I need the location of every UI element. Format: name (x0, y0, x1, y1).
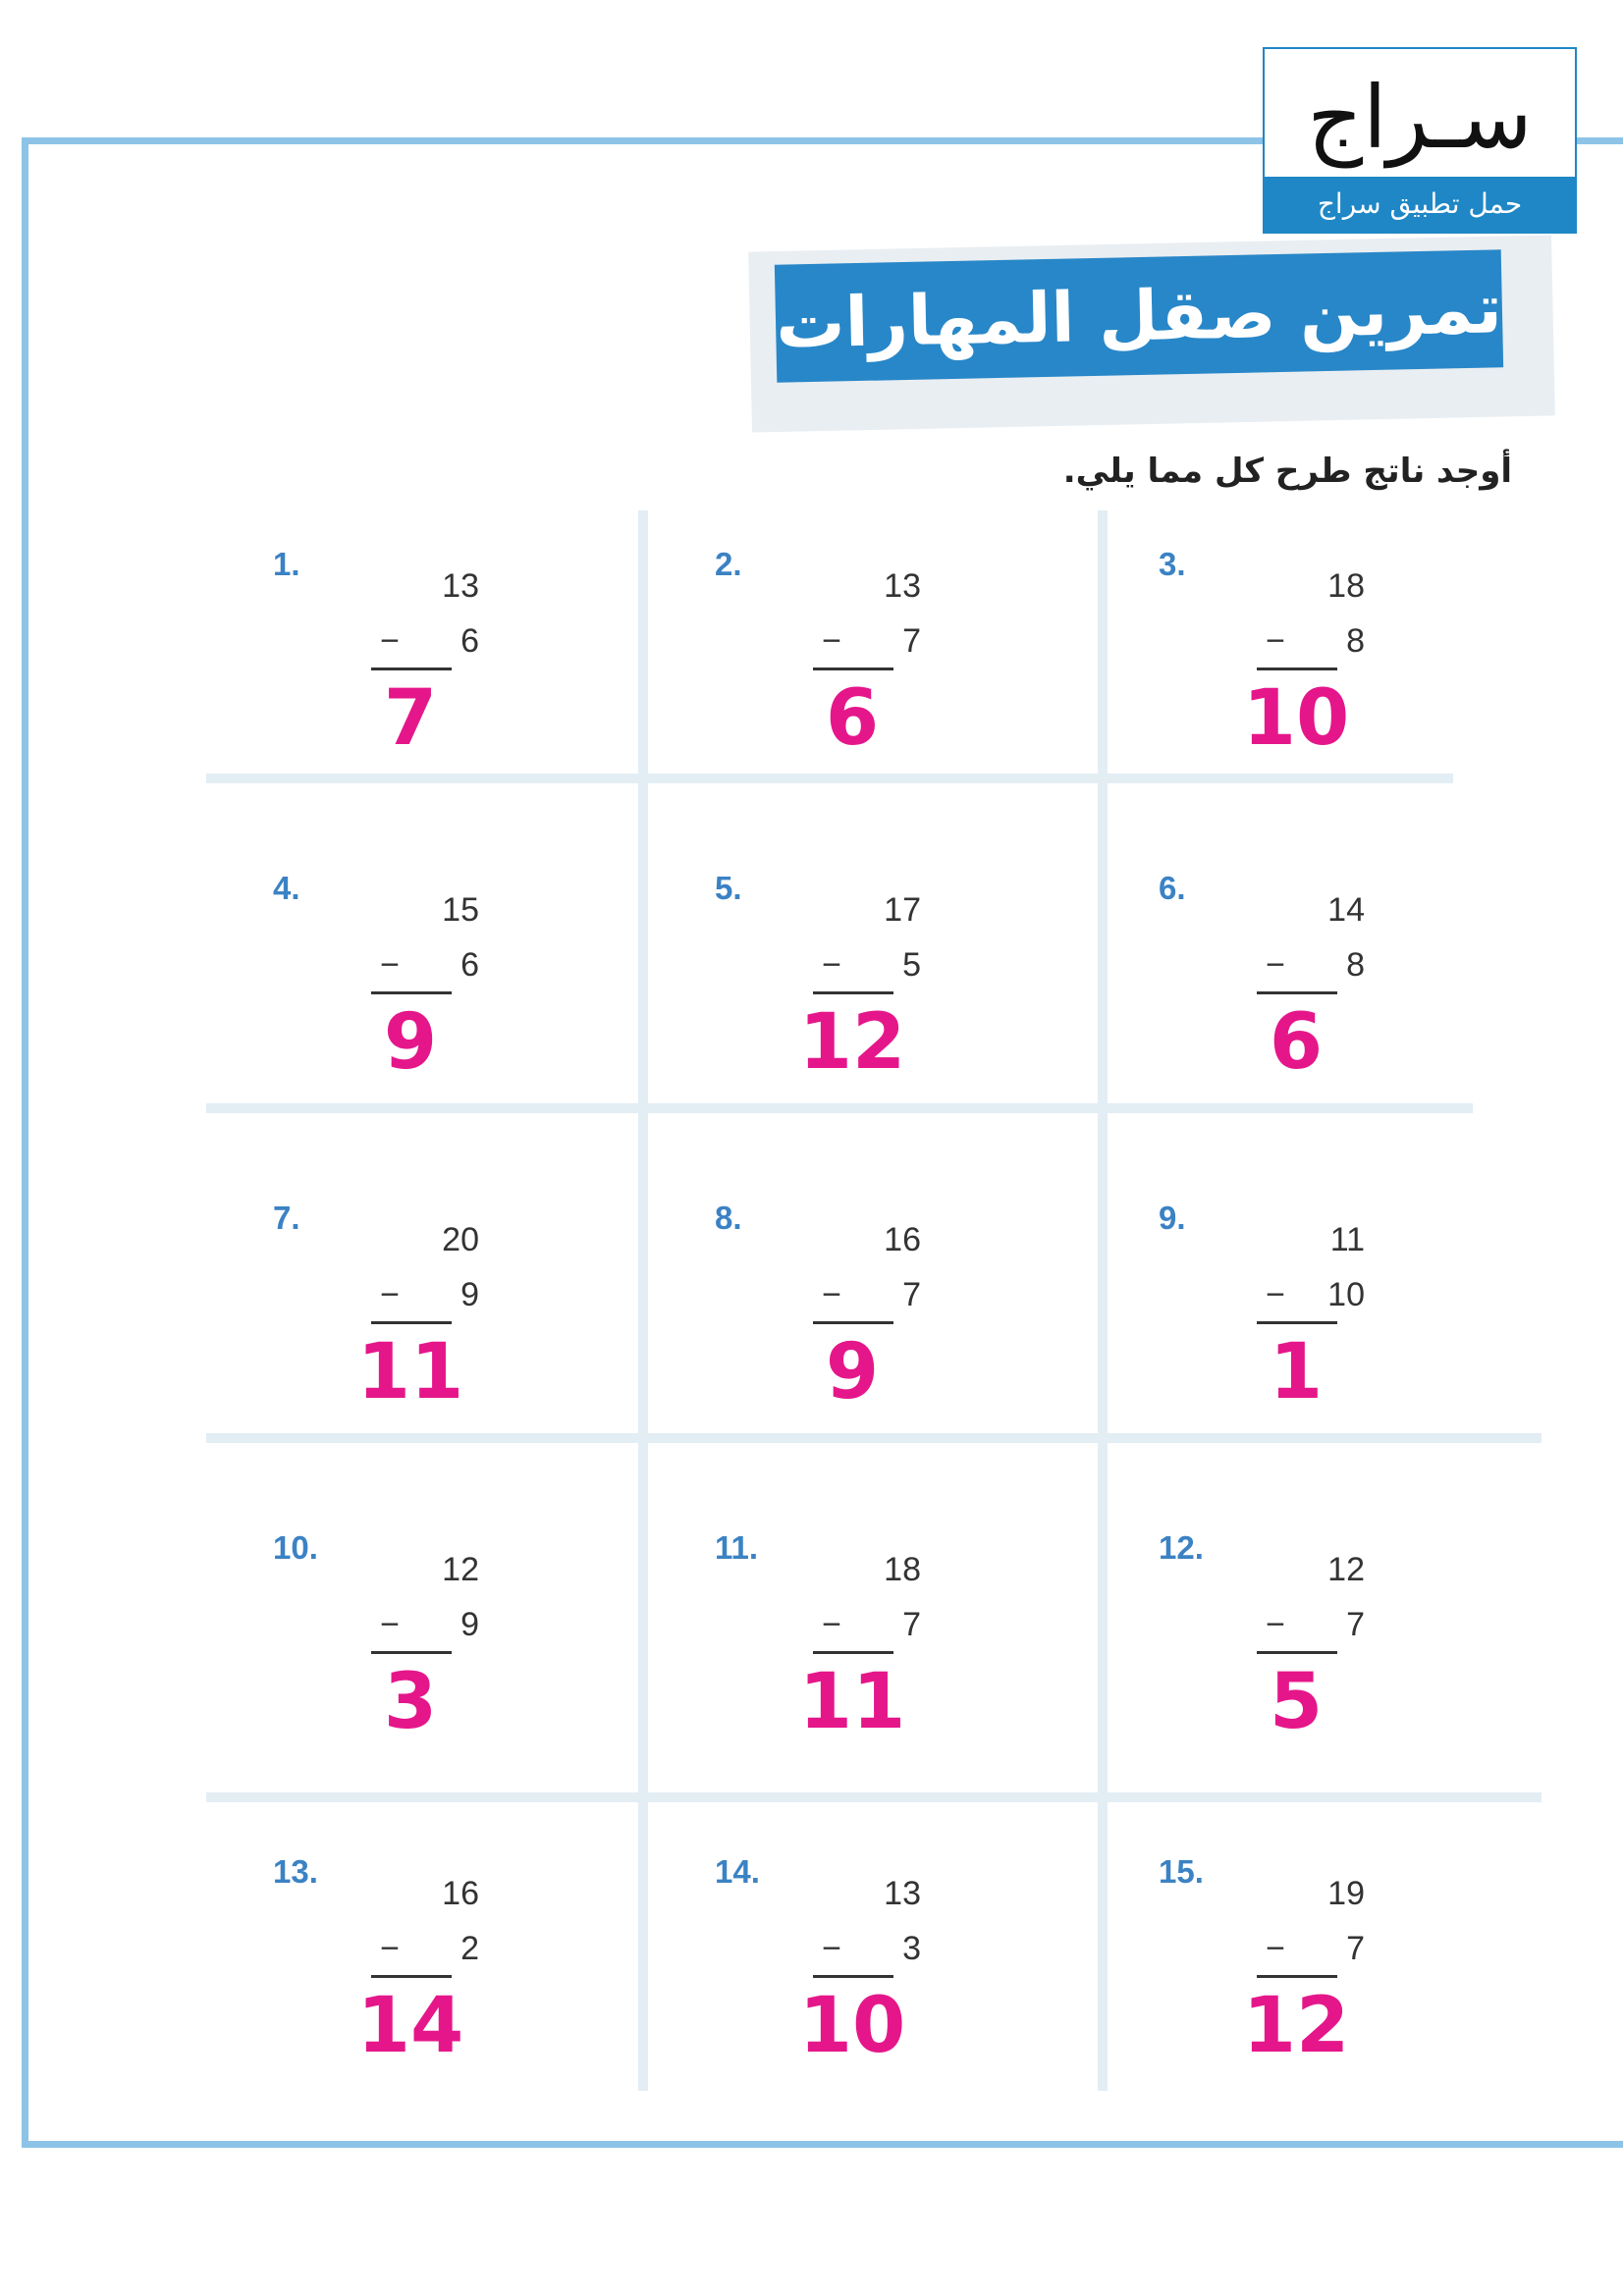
page-frame (22, 137, 1623, 2148)
problem-2 (715, 546, 1009, 781)
subtrahend: 7 (902, 622, 921, 660)
minus-sign: − (822, 1930, 841, 1967)
minuend: 18 (1327, 567, 1365, 605)
answer: 12 (1242, 1982, 1350, 2070)
problem-number: 1. (273, 546, 300, 582)
answer: 14 (356, 1982, 464, 2070)
minuend: 13 (884, 1875, 921, 1912)
problem-11 (715, 1529, 1009, 1765)
minuend: 13 (442, 567, 479, 605)
logo-word: سـراج (1307, 67, 1533, 168)
minus-sign: − (1266, 1276, 1285, 1313)
subtrahend: 7 (1346, 1606, 1365, 1643)
subtrahend: 8 (1346, 946, 1365, 984)
minus-sign: − (380, 1930, 400, 1967)
subtrahend: 5 (902, 946, 921, 984)
answer-rule (371, 1975, 452, 1978)
page-title: تمرين صقل المهارات (775, 249, 1503, 382)
answer: 5 (1269, 1658, 1324, 1746)
minuend: 18 (884, 1551, 921, 1588)
subtrahend: 7 (902, 1276, 921, 1313)
answer: 9 (825, 1328, 880, 1416)
minus-sign: − (380, 1606, 400, 1643)
minus-sign: − (380, 1276, 400, 1313)
minus-sign: − (1266, 1606, 1285, 1643)
answer: 6 (1269, 998, 1324, 1087)
subtrahend: 9 (460, 1606, 479, 1643)
minuend: 13 (884, 567, 921, 605)
answer-rule (1257, 667, 1337, 670)
answer-rule (1257, 1651, 1337, 1654)
subtrahend: 6 (460, 946, 479, 984)
minus-sign: − (822, 946, 841, 984)
answer-rule (371, 1321, 452, 1324)
problem-number: 5. (715, 870, 742, 906)
answer: 10 (798, 1982, 906, 2070)
minuend: 12 (1327, 1551, 1365, 1588)
side-note (69, 1600, 98, 2052)
problem-number: 6. (1159, 870, 1186, 906)
problem-number: 12. (1159, 1529, 1204, 1566)
subtrahend: 2 (460, 1930, 479, 1967)
problem-number: 2. (715, 546, 742, 582)
answer-rule (813, 1975, 893, 1978)
grid-vertical-2 (1098, 510, 1108, 2091)
answer-rule (371, 991, 452, 994)
problem-number: 11. (715, 1529, 759, 1566)
problem-number: 4. (273, 870, 300, 906)
answer-rule (813, 1651, 893, 1654)
problem-number: 3. (1159, 546, 1186, 582)
answer: 3 (383, 1658, 438, 1746)
subtrahend: 9 (460, 1276, 479, 1313)
answer-rule (813, 991, 893, 994)
problem-6 (1159, 870, 1453, 1105)
minuend: 17 (884, 891, 921, 929)
subtrahend: 8 (1346, 622, 1365, 660)
minuend: 16 (884, 1221, 921, 1258)
problem-12 (1159, 1529, 1453, 1765)
instruction-text: أوجد ناتج طرح كل مما يلي. (1062, 452, 1512, 491)
problem-number: 7. (273, 1200, 300, 1236)
answer: 11 (356, 1328, 464, 1416)
answer: 10 (1242, 674, 1350, 763)
minuend: 12 (442, 1551, 479, 1588)
problem-number: 13. (273, 1853, 318, 1890)
problem-8 (715, 1200, 1009, 1435)
minuend: 14 (1327, 891, 1365, 929)
problem-number: 10. (273, 1529, 318, 1566)
minuend: 16 (442, 1875, 479, 1912)
minus-sign: − (1266, 946, 1285, 984)
minus-sign: − (822, 622, 841, 660)
minus-sign: − (822, 1276, 841, 1313)
answer: 12 (798, 998, 906, 1087)
grid-horizontal-4 (206, 1792, 1542, 1802)
problem-number: 8. (715, 1200, 742, 1236)
grid-vertical-1 (638, 510, 648, 2091)
answer-rule (1257, 991, 1337, 994)
minuend: 20 (442, 1221, 479, 1258)
answer-rule (1257, 1975, 1337, 1978)
answer-rule (371, 667, 452, 670)
logo-tagline: حمل تطبيق سراج (1265, 177, 1575, 232)
subtrahend: 10 (1327, 1276, 1365, 1313)
problem-10 (273, 1529, 568, 1765)
problem-15 (1159, 1853, 1453, 2089)
answer: 11 (798, 1658, 906, 1746)
answer: 9 (383, 998, 438, 1087)
problem-14 (715, 1853, 1009, 2089)
problem-number: 14. (715, 1853, 760, 1890)
logo (1263, 47, 1577, 234)
problem-1 (273, 546, 568, 781)
answer: 6 (825, 674, 880, 763)
minus-sign: − (380, 946, 400, 984)
problem-number: 9. (1159, 1200, 1186, 1236)
problem-9 (1159, 1200, 1453, 1435)
minus-sign: − (822, 1606, 841, 1643)
minus-sign: − (380, 622, 400, 660)
answer-rule (813, 1321, 893, 1324)
problem-4 (273, 870, 568, 1105)
problem-number: 15. (1159, 1853, 1204, 1890)
answer-rule (371, 1651, 452, 1654)
answer: 1 (1269, 1328, 1324, 1416)
subtrahend: 3 (902, 1930, 921, 1967)
answer: 7 (383, 674, 438, 763)
subtrahend: 7 (1346, 1930, 1365, 1967)
minuend: 15 (442, 891, 479, 929)
subtrahend: 6 (460, 622, 479, 660)
minus-sign: − (1266, 622, 1285, 660)
answer-rule (1257, 1321, 1337, 1324)
subtrahend: 7 (902, 1606, 921, 1643)
minus-sign: − (1266, 1930, 1285, 1967)
problem-3 (1159, 546, 1453, 781)
problem-13 (273, 1853, 568, 2089)
answer-rule (813, 667, 893, 670)
problem-7 (273, 1200, 568, 1435)
minuend: 19 (1327, 1875, 1365, 1912)
minuend: 11 (1329, 1221, 1365, 1258)
problem-5 (715, 870, 1009, 1105)
